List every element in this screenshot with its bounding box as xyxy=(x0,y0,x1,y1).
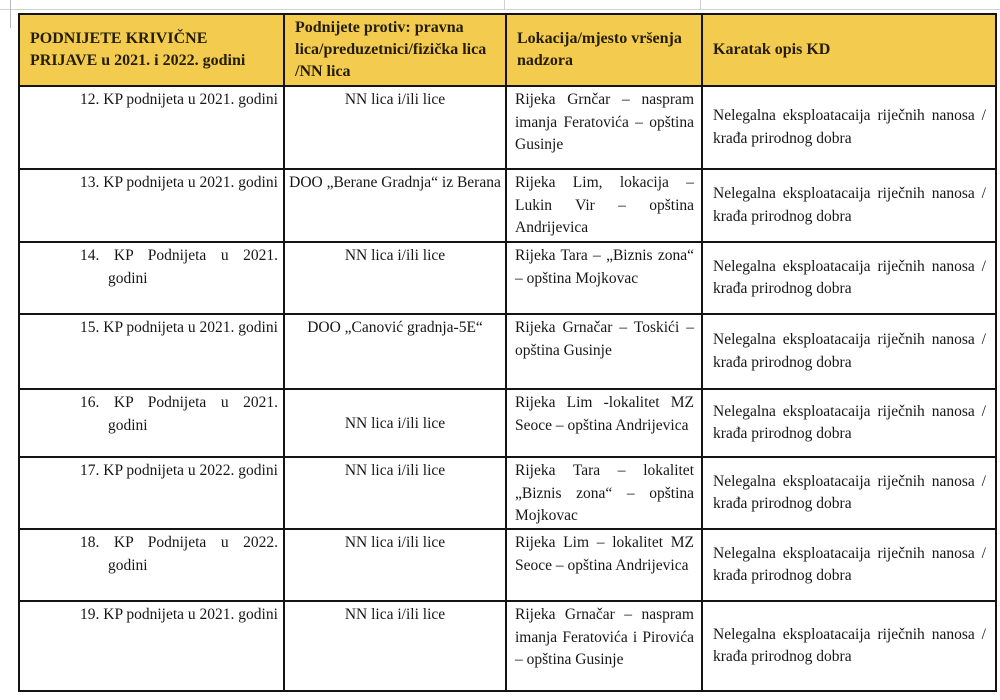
cell-location xyxy=(506,86,702,169)
location-text: Rijeka Grnčar – naspram imanja Feratovića – opština Gusinje xyxy=(515,91,694,153)
description-text: Nelegalna eksploatacaija riječnih nanosa / krađa prirodnog dobra xyxy=(713,257,986,297)
cell-description xyxy=(702,457,996,529)
location-text: Rijeka Tara – „Biznis zona“ – opština Mojkovac xyxy=(515,247,694,287)
crop-artifact-tick-2 xyxy=(700,0,701,10)
location-text: Rijeka Grnačar – Toskići – opština Gusinje xyxy=(515,319,694,359)
cell-location xyxy=(506,457,702,529)
cell-report-number xyxy=(19,86,284,169)
header-col-prijave: PODNIJETE KRIVIČNE PRIJAVE u 2021. i 2022. godini xyxy=(19,14,284,86)
description-text: Nelegalna eksploatacaija riječnih nanosa / krađa prirodnog dobra xyxy=(713,402,986,442)
table-header-row xyxy=(19,14,996,86)
cell-description xyxy=(702,169,996,242)
cell-against: NN lica i/ili lice xyxy=(284,242,506,314)
cell-description xyxy=(702,86,996,169)
table-row xyxy=(19,529,996,601)
cell-description xyxy=(702,242,996,314)
location-text: Rijeka Lim – lokalitet MZ Seoce – opština Andrijevica xyxy=(515,534,694,574)
description-text: Nelegalna eksploatacaija riječnih nanosa / krađa prirodnog dobra xyxy=(713,472,986,512)
cell-description xyxy=(702,601,996,691)
report-text: 13. KP podnijeta u 2021. godini xyxy=(80,174,278,191)
cell-location xyxy=(506,601,702,691)
table-row xyxy=(19,314,996,389)
description-text: Nelegalna eksploatacaija riječnih nanosa / krađa prirodnog dobra xyxy=(713,544,986,584)
cell-location xyxy=(506,242,702,314)
crop-artifact-tick-1 xyxy=(504,0,505,10)
report-text: 16. KP Podnijeta u 2021. godini xyxy=(80,394,278,434)
table-row xyxy=(19,389,996,457)
cell-against: NN lica i/ili lice xyxy=(284,457,506,529)
header-col-lokacija: Lokacija/mjesto vršenja nadzora xyxy=(506,14,702,86)
cell-location xyxy=(506,529,702,601)
crop-artifact-horizontal-line xyxy=(0,9,1000,10)
cell-against: NN lica i/ili lice xyxy=(284,529,506,601)
cell-against: NN lica i/ili lice xyxy=(284,86,506,169)
description-text: Nelegalna eksploatacaija riječnih nanosa / krađa prirodnog dobra xyxy=(713,331,986,371)
header-col-protiv: Podnijete protiv: pravna lica/preduzetnici/fizička lica /NN lica xyxy=(284,14,506,86)
cell-report-number xyxy=(19,242,284,314)
location-text: Rijeka Tara – lokalitet „Biznis zona“ – opština Mojkovac xyxy=(515,462,694,524)
location-text: Rijeka Lim -lokalitet MZ Seoce – opština Andrijevica xyxy=(515,394,694,434)
cell-description xyxy=(702,529,996,601)
table-row xyxy=(19,457,996,529)
cell-against: NN lica i/ili lice xyxy=(284,389,506,457)
cell-location xyxy=(506,314,702,389)
table-row xyxy=(19,169,996,242)
table-body xyxy=(19,86,996,691)
cell-report-number xyxy=(19,529,284,601)
cell-against: NN lica i/ili lice xyxy=(284,601,506,691)
description-text: Nelegalna eksploatacaija riječnih nanosa / krađa prirodnog dobra xyxy=(713,625,986,665)
cell-against: DOO „Berane Gradnja“ iz Berana xyxy=(284,169,506,242)
report-text: 19. KP podnijeta u 2021. godini xyxy=(80,606,278,623)
cell-report-number xyxy=(19,601,284,691)
cell-against: DOO „Canović gradnja-5E“ xyxy=(284,314,506,389)
cell-report-number xyxy=(19,389,284,457)
cell-location xyxy=(506,169,702,242)
location-text: Rijeka Lim, lokacija – Lukin Vir – opština Andrijevica xyxy=(515,174,694,236)
table-row xyxy=(19,601,996,691)
cell-report-number xyxy=(19,457,284,529)
description-text: Nelegalna eksploatacaija riječnih nanosa / krađa prirodnog dobra xyxy=(713,185,986,225)
cell-description xyxy=(702,389,996,457)
cell-location xyxy=(506,389,702,457)
crop-artifact-vertical-line xyxy=(10,0,11,28)
report-text: 12. KP podnijeta u 2021. godini xyxy=(80,91,278,108)
report-text: 15. KP podnijeta u 2021. godini xyxy=(80,319,278,336)
location-text: Rijeka Grnačar – naspram imanja Feratovića i Pirovića – opština Gusinje xyxy=(515,606,694,668)
table-row xyxy=(19,86,996,169)
table-row xyxy=(19,242,996,314)
cell-description xyxy=(702,314,996,389)
cell-report-number xyxy=(19,314,284,389)
criminal-reports-table xyxy=(18,13,997,692)
description-text: Nelegalna eksploatacaija riječnih nanosa / krađa prirodnog dobra xyxy=(713,107,986,147)
report-text: 17. KP podnijeta u 2022. godini xyxy=(80,462,278,479)
report-text: 18. KP Podnijeta u 2022. godini xyxy=(80,534,278,574)
header-col-opis: Karatak opis KD xyxy=(702,14,996,86)
cell-report-number xyxy=(19,169,284,242)
report-text: 14. KP Podnijeta u 2021. godini xyxy=(80,247,278,287)
